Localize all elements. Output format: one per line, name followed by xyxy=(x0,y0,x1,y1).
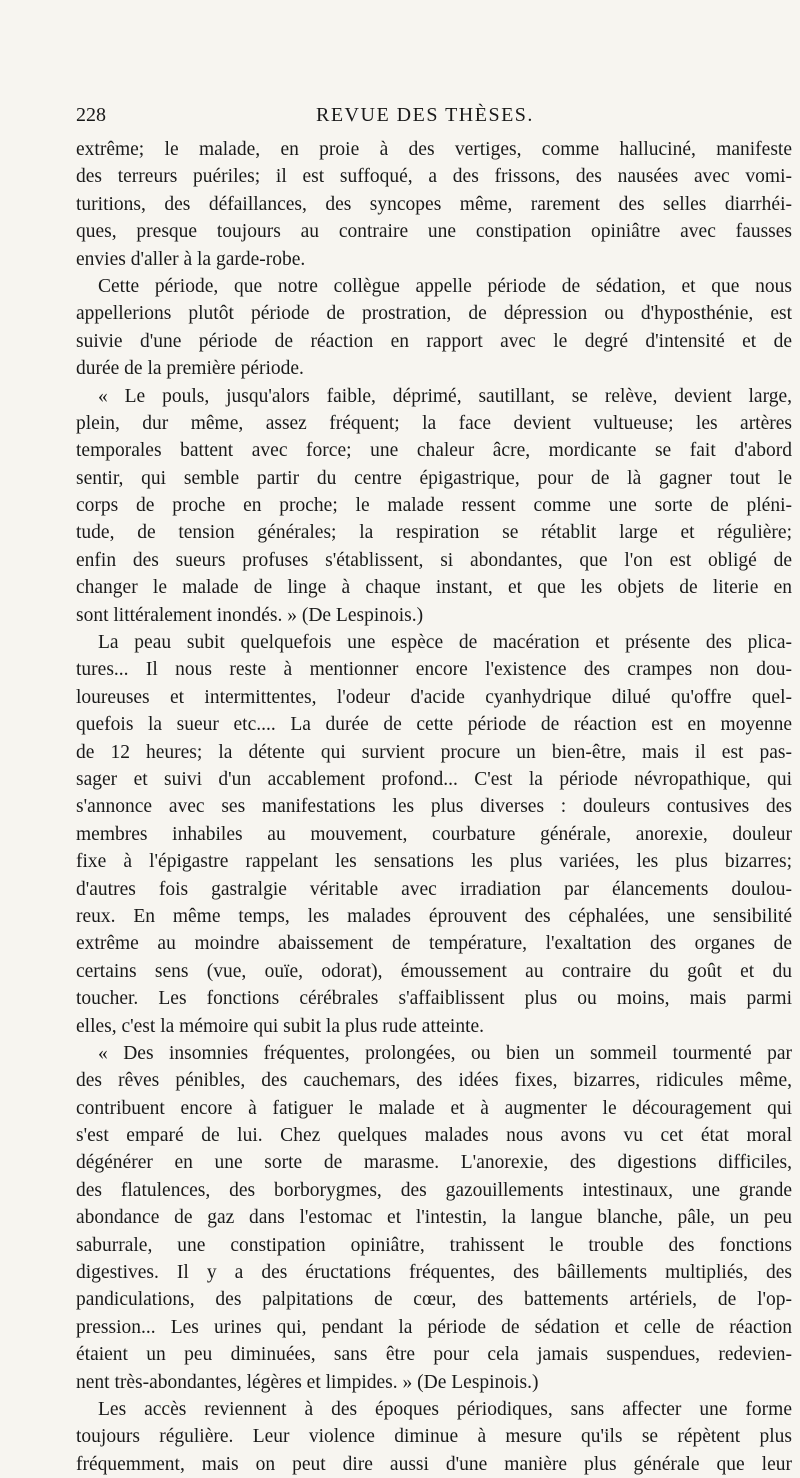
text-line: sentir, qui semble partir du centre épigastrique, pour de là gagner tout le xyxy=(76,467,792,489)
text-line: Les accès reviennent à des époques périodiques, sans affecter une forme xyxy=(98,1398,792,1420)
text-line: envies d'aller à la garde-robe. xyxy=(76,248,306,270)
text-line: toujours régulière. Leur violence diminue à mesure qu'ils se répètent plus xyxy=(76,1426,792,1448)
text-line: turitions, des défaillances, des syncopes même, rarement des selles diarrhéi- xyxy=(76,193,792,215)
page-number: 228 xyxy=(76,104,106,126)
text-line: certains sens (vue, ouïe, odorat), émoussement au contraire du goût et du xyxy=(76,960,792,982)
text-line: tude, de tension générales; la respiration se rétablit large et régulière; xyxy=(76,522,792,544)
text-line: changer le malade de linge à chaque instant, et que les objets de literie en xyxy=(76,577,792,599)
text-line: extrême au moindre abaissement de température, l'exaltation des organes de xyxy=(76,933,792,955)
text-line: des terreurs puériles; il est suffoqué, a des frissons, des nausées avec vomi- xyxy=(76,166,792,188)
text-line: La peau subit quelquefois une espèce de macération et présente des plica- xyxy=(98,632,792,654)
text-line: fixe à l'épigastre rappelant les sensations les plus variées, les plus bizarres; xyxy=(76,851,792,873)
text-line: enfin des sueurs profuses s'établissent, si abondantes, que l'on est obligé de xyxy=(76,549,792,571)
text-line: « Le pouls, jusqu'alors faible, déprimé, sautillant, se relève, devient large, xyxy=(98,385,792,407)
body-text xyxy=(76,136,792,1478)
text-line: contribuent encore à fatiguer le malade et à augmenter le découragement qui xyxy=(76,1097,792,1119)
text-line: pression... Les urines qui, pendant la période de sédation et celle de réaction xyxy=(76,1316,792,1338)
text-line: des flatulences, des borborygmes, des gazouillements intestinaux, une grande xyxy=(76,1179,792,1201)
text-line: sont littéralement inondés. » (De Lespinois.) xyxy=(76,604,424,626)
text-line: saburrale, une constipation opiniâtre, trahissent le trouble des fonctions xyxy=(76,1234,792,1256)
text-line: pandiculations, des palpitations de cœur, des battements artériels, de l'op- xyxy=(76,1289,792,1311)
text-line: extrême; le malade, en proie à des vertiges, comme halluciné, manifeste xyxy=(76,139,792,160)
text-line: étaient un peu diminuées, sans être pour cela jamais suspendues, redevien- xyxy=(76,1344,792,1366)
text-line: tures... Il nous reste à mentionner encore l'existence des crampes non dou- xyxy=(76,659,792,681)
text-line: « Des insomnies fréquentes, prolongées, ou bien un sommeil tourmenté par xyxy=(98,1042,792,1064)
text-line: temporales battent avec force; une chaleur âcre, mordicante se fait d'abord xyxy=(76,440,792,462)
text-line: d'autres fois gastralgie véritable avec irradiation par élancements doulou- xyxy=(76,878,792,900)
text-line: s'est emparé de lui. Chez quelques malades nous avons vu cet état moral xyxy=(76,1125,792,1147)
text-line: elles, c'est la mémoire qui subit la plus rude atteinte. xyxy=(76,1015,485,1037)
text-line: de 12 heures; la détente qui survient procure un bien-être, mais il est pas- xyxy=(76,741,792,763)
text-line: Cette période, que notre collègue appelle période de sédation, et que nous xyxy=(98,275,792,297)
text-line: nent très-abondantes, légères et limpides. » (De Lespinois.) xyxy=(76,1371,539,1393)
text-line: corps de proche en proche; le malade ressent comme une sorte de pléni- xyxy=(76,495,792,517)
text-line: toucher. Les fonctions cérébrales s'affaiblissent plus ou moins, mais parmi xyxy=(76,988,792,1010)
text-line: reux. En même temps, les malades éprouvent des céphalées, une sensibilité xyxy=(76,905,792,927)
text-line: appellerions plutôt période de prostration, de dépression ou d'hyposthénie, est xyxy=(76,303,792,325)
text-line: membres inhabiles au mouvement, courbature générale, anorexie, douleur xyxy=(76,823,792,845)
text-line: dégénérer en une sorte de marasme. L'anorexie, des digestions difficiles, xyxy=(76,1152,792,1174)
text-line: sager et suivi d'un accablement profond... C'est la période névropathique, qui xyxy=(76,768,792,790)
text-line: durée de la première période. xyxy=(76,358,304,380)
running-title: REVUE DES THÈSES. xyxy=(316,104,534,126)
text-line: abondance de gaz dans l'estomac et l'intestin, la langue blanche, pâle, un peu xyxy=(76,1207,792,1229)
text-line: quefois la sueur etc.... La durée de cette période de réaction est en moyenne xyxy=(76,714,792,736)
text-line: ques, presque toujours au contraire une constipation opiniâtre avec fausses xyxy=(76,221,792,243)
text-line: fréquemment, mais on peut dire aussi d'une manière plus générale que leur xyxy=(76,1453,792,1475)
running-header xyxy=(76,104,792,130)
text-line: loureuses et intermittentes, l'odeur d'acide cyanhydrique dilué qu'offre quel- xyxy=(76,686,792,708)
text-line: digestives. Il y a des éructations fréquentes, des bâillements multipliés, des xyxy=(76,1262,792,1284)
text-line: des rêves pénibles, des cauchemars, des idées fixes, bizarres, ridicules même, xyxy=(76,1070,792,1092)
text-line: suivie d'une période de réaction en rapport avec le degré d'intensité et de xyxy=(76,330,792,352)
text-line: plein, dur même, assez fréquent; la face devient vultueuse; les artères xyxy=(76,412,792,434)
text-line: s'annonce avec ses manifestations les plus diverses : douleurs contusives des xyxy=(76,796,792,818)
